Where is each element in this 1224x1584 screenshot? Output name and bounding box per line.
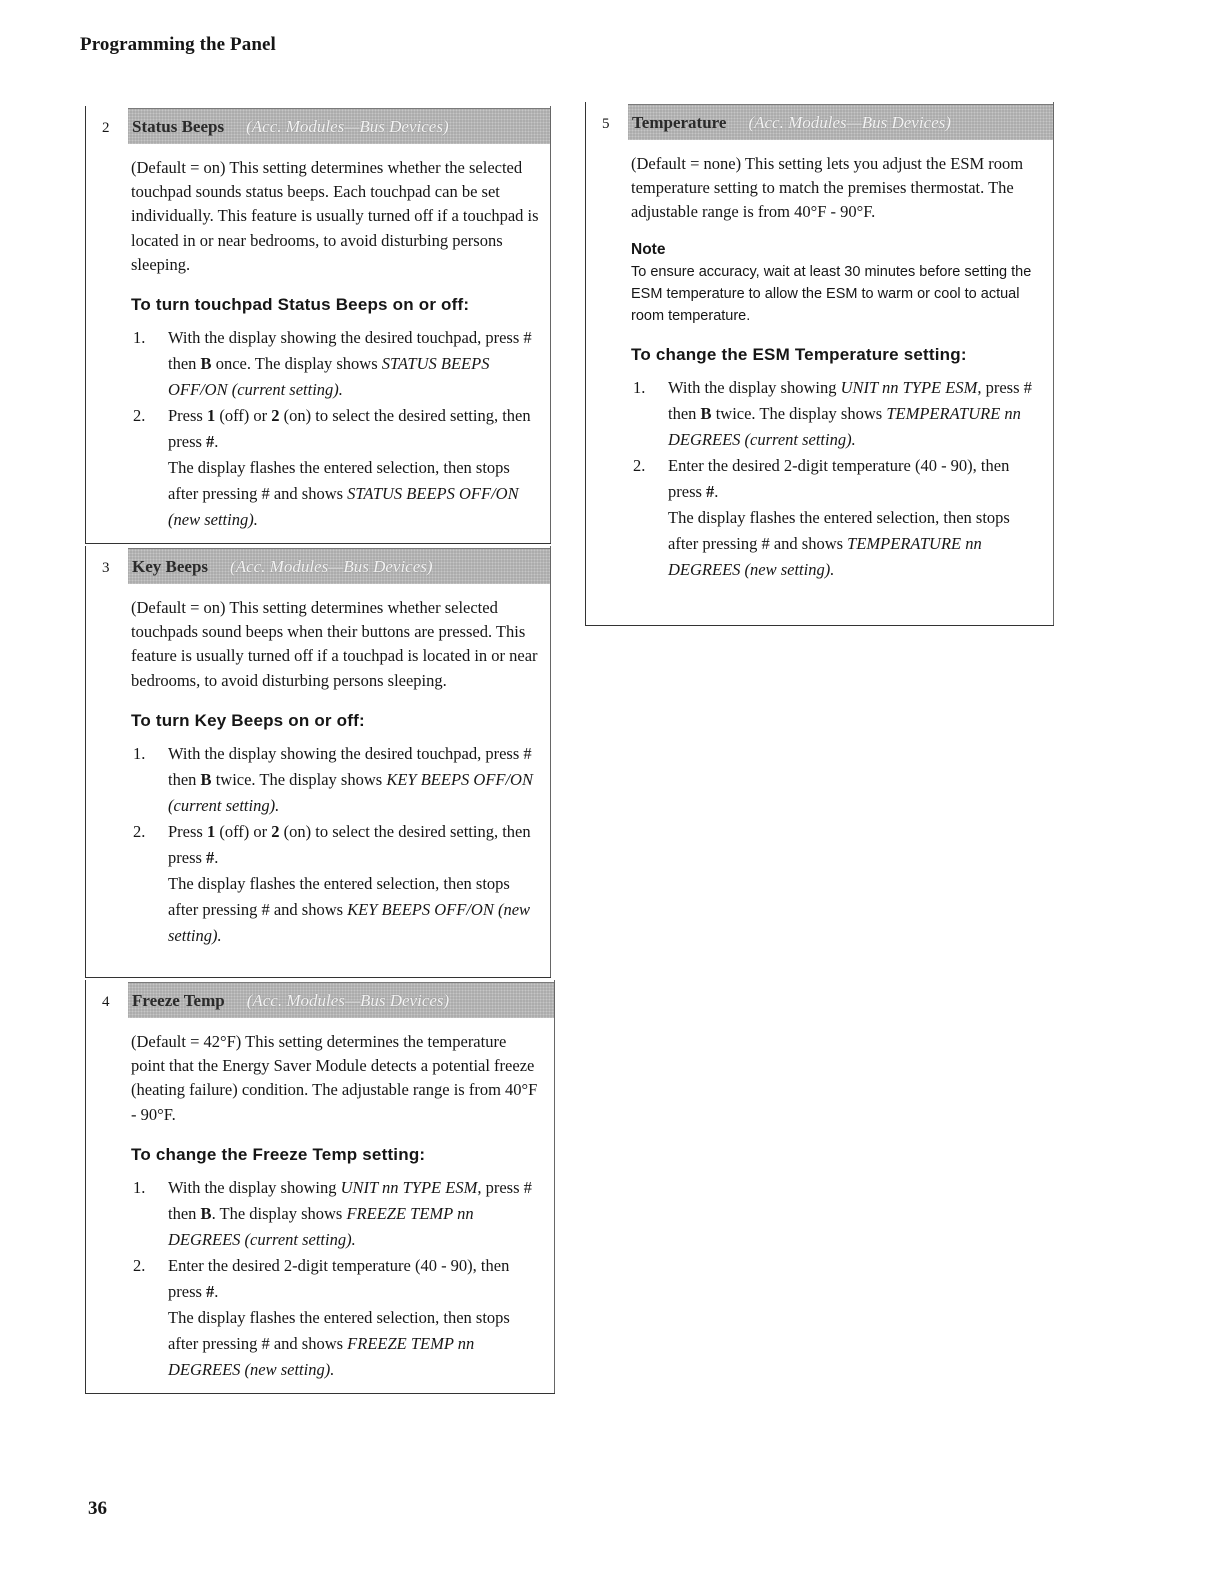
step-number: 1. (133, 743, 146, 763)
step-result-text (168, 1305, 543, 1383)
step-text-part: . (214, 1281, 219, 1301)
step-text (168, 403, 539, 455)
section-title: Freeze Temp (132, 990, 225, 1010)
procedure-heading: To turn touchpad Status Beeps on or off: (131, 295, 470, 315)
display-text: UNIT nn TYPE ESM (340, 1177, 478, 1197)
step-text (668, 453, 1042, 505)
step-text-part: The display flashes the entered selection, then stops after pressing # and shows (168, 873, 510, 919)
key-name: B (200, 1203, 212, 1223)
step-text (168, 1253, 543, 1305)
step-text-part: , press # then (168, 1177, 532, 1223)
step-text (168, 741, 539, 819)
step-number: 2. (133, 821, 146, 841)
section-freeze-temp (85, 980, 555, 1394)
section-title: Temperature (632, 112, 727, 132)
step-text-part: With the display showing (168, 1177, 341, 1197)
step-text-part: . (214, 432, 219, 452)
key-name: # (206, 847, 215, 867)
step-number: 2. (633, 455, 646, 475)
section-subtitle: (Acc. Modules—Bus Devices) (246, 116, 449, 136)
note-title: Note (631, 240, 666, 258)
section-title: Status Beeps (132, 116, 225, 136)
display-text: FREEZE TEMP nn DEGREES (new setting). (168, 1333, 475, 1379)
section-intro: (Default = none) This setting lets you adjust the ESM room temperature setting to match the premises thermostat. The adjustable range is from 40°F - 90°F. (631, 154, 1024, 222)
step-text-part: twice. The display shows (711, 403, 887, 423)
section-temperature (585, 102, 1054, 626)
display-text: UNIT nn TYPE ESM (840, 377, 978, 397)
key-name: 2 (271, 406, 280, 426)
display-text: TEMPERATURE nn DEGREES (new setting). (668, 533, 982, 579)
key-name: B (200, 769, 212, 789)
key-name: B (700, 403, 712, 423)
step-result-text (168, 455, 539, 533)
section-body (131, 596, 539, 949)
step-text-part: The display flashes the entered selection, then stops after pressing # and shows (168, 458, 510, 504)
page-number: 36 (88, 1498, 107, 1519)
step-text-part: With the display showing (668, 377, 841, 397)
step-2 (131, 403, 539, 533)
page-heading: Programming the Panel (80, 34, 276, 55)
step-2 (131, 1253, 543, 1383)
step-text-part: . (714, 481, 719, 501)
step-2 (631, 453, 1042, 583)
section-body (131, 156, 539, 533)
section-number: 4 (102, 994, 110, 1010)
key-name: 1 (206, 821, 216, 841)
section-subtitle: (Acc. Modules—Bus Devices) (748, 112, 951, 132)
step-text-part: With the display showing the desired touchpad, press # then (168, 328, 532, 374)
section-header-bar (128, 548, 551, 584)
procedure-steps (631, 375, 1042, 583)
procedure-steps (131, 741, 539, 949)
step-text-part: The display flashes the entered selection, then stops after pressing # and shows (168, 1307, 510, 1353)
step-text (168, 819, 539, 871)
display-text: KEY BEEPS OFF/ON (new setting). (168, 899, 531, 945)
section-intro: (Default = on) This setting determines whether selected touchpads sound beeps when their buttons are pressed. This feature is usually turned off if a touchpad is located in or near bedrooms, to avoid disturbing persons sleeping. (131, 598, 538, 690)
key-name: # (706, 481, 715, 501)
section-header-bar (128, 108, 551, 144)
section-body (631, 152, 1042, 583)
section-subtitle: (Acc. Modules—Bus Devices) (230, 556, 433, 576)
key-name: # (206, 432, 215, 452)
step-number: 1. (633, 377, 646, 397)
key-name: 1 (206, 406, 216, 426)
step-result-text (168, 871, 539, 949)
section-title: Key Beeps (132, 556, 209, 576)
section-subtitle: (Acc. Modules—Bus Devices) (246, 990, 450, 1010)
display-text: STATUS BEEPS OFF/ON (current setting). (168, 354, 490, 400)
section-number: 2 (102, 120, 110, 136)
key-name: 2 (271, 821, 280, 841)
key-name: B (200, 354, 212, 374)
step-text-part: . The display shows (211, 1203, 347, 1223)
section-intro: (Default = 42°F) This setting determines the temperature point that the Energy Saver Module detects a potential freeze (heating failure) condition. The adjustable range is from 40°F - 90°F. (131, 1032, 538, 1124)
step-text-part: . (214, 847, 219, 867)
step-1 (631, 375, 1042, 453)
step-text-part: Enter the desired 2-digit temperature (40 - 90), then press (668, 455, 1010, 501)
display-text: TEMPERATURE nn DEGREES (current setting). (668, 403, 1021, 449)
step-text-part: once. The display shows (211, 354, 382, 374)
step-1 (131, 1175, 543, 1253)
display-text: STATUS BEEPS OFF/ON (new setting). (168, 484, 519, 530)
step-result-text (668, 505, 1042, 583)
step-text-part: (on) to select the desired setting, then press (168, 821, 531, 867)
section-header-bar (128, 982, 555, 1018)
step-2 (131, 819, 539, 949)
step-text-part: (off) or (215, 406, 272, 426)
display-text: FREEZE TEMP nn DEGREES (current setting). (168, 1203, 474, 1249)
step-1 (131, 741, 539, 819)
step-number: 1. (133, 328, 146, 348)
display-text: KEY BEEPS OFF/ON (current setting). (168, 769, 533, 815)
step-text (168, 325, 539, 403)
step-number: 2. (133, 406, 146, 426)
section-number: 3 (102, 560, 110, 576)
step-text-part: Enter the desired 2-digit temperature (40 - 90), then press (168, 1255, 510, 1301)
step-text-part: , press # then (668, 377, 1032, 423)
procedure-steps (131, 1175, 543, 1383)
section-intro: (Default = on) This setting determines whether the selected touchpad sounds status beeps. Each touchpad can be set individually. This feature is usually turned off if a touchpad is located in or near bedrooms, to avoid disturbing persons sleeping. (131, 158, 539, 274)
step-text-part: Press (168, 406, 207, 426)
step-text (168, 1175, 543, 1253)
section-key-beeps (85, 546, 551, 978)
step-text (668, 375, 1042, 453)
step-text-part: The display flashes the entered selection, then stops after pressing # and shows (668, 507, 1010, 553)
section-status-beeps (85, 106, 551, 544)
step-text-part: With the display showing the desired touchpad, press # then (168, 743, 532, 789)
step-text-part: twice. The display shows (211, 769, 387, 789)
step-text-part: (off) or (215, 821, 272, 841)
key-name: # (206, 1281, 215, 1301)
section-body (131, 1030, 543, 1383)
step-text-part: Press (168, 821, 207, 841)
procedure-steps (131, 325, 539, 533)
step-text-part: (on) to select the desired setting, then press (168, 406, 531, 452)
section-header-bar (628, 104, 1054, 140)
procedure-heading: To change the ESM Temperature setting: (631, 344, 967, 364)
step-1 (131, 325, 539, 403)
procedure-heading: To change the Freeze Temp setting: (131, 1144, 426, 1164)
note-text: To ensure accuracy, wait at least 30 minutes before setting the ESM temperature to allow the ESM to warm or cool to actual room temperature. (631, 263, 1032, 324)
step-number: 2. (133, 1255, 146, 1275)
step-number: 1. (133, 1177, 146, 1197)
procedure-heading: To turn Key Beeps on or off: (131, 710, 365, 730)
section-number: 5 (602, 116, 610, 132)
